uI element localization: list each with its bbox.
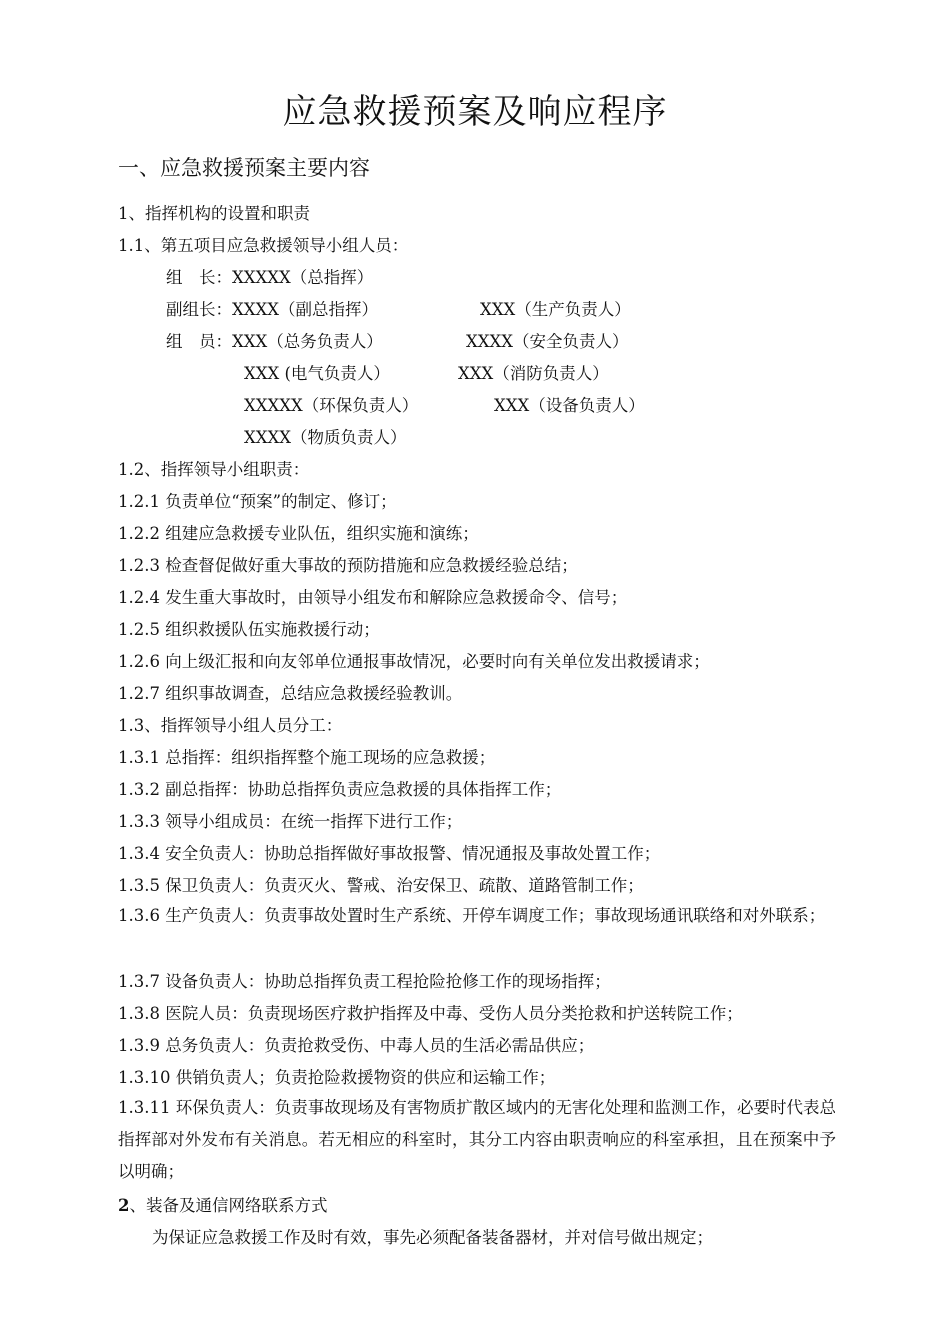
assignment-item: 1.3.2 副总指挥：协助总指挥负责应急救援的具体指挥工作； — [118, 780, 562, 799]
item-1-2-heading: 1.2、指挥领导小组职责： — [118, 460, 310, 479]
assignment-item-1-3-6: 1.3.6 生产负责人：负责事故处置时生产系统、开停车调度工作；事故现场通讯联络和对外联系； — [118, 906, 826, 925]
item-2-number: 2 — [118, 1196, 130, 1215]
duty-item: 1.2.3 检查督促做好重大事故的预防措施和应急救援经验总结； — [118, 556, 578, 575]
group-vice-production: XXX（生产负责人） — [480, 300, 631, 319]
assignment-item: 1.3.7 设备负责人：协助总指挥负责工程抢险抢修工作的现场指挥； — [118, 972, 611, 991]
group-member-electric: XXX (电气负责人） — [244, 364, 390, 383]
section-heading-1: 一、应急救援预案主要内容 — [118, 156, 370, 180]
paragraph-2: 为保证应急救援工作及时有效，事先必须配备装备器材，并对信号做出规定； — [152, 1228, 713, 1247]
duty-item: 1.2.2 组建应急救援专业队伍，组织实施和演练； — [118, 524, 479, 543]
item-2-heading — [118, 1196, 327, 1216]
page-title: 应急救援预案及响应程序 — [282, 92, 668, 132]
assignment-item: 1.3.8 医院人员：负责现场医疗救护指挥及中毒、受伤人员分类抢救和护送转院工作； — [118, 1004, 743, 1023]
group-member-safety: XXXX（安全负责人） — [466, 332, 629, 351]
group-member-equipment: XXX（设备负责人） — [494, 396, 645, 415]
duty-item: 1.2.1 负责单位“预案”的制定、修订； — [118, 492, 397, 511]
duty-item: 1.2.4 发生重大事故时，由领导小组发布和解除应急救援命令、信号； — [118, 588, 628, 607]
assignment-item: 1.3.1 总指挥：组织指挥整个施工现场的应急救援； — [118, 748, 496, 767]
assignment-item: 1.3.10 供销负责人；负责抢险救援物资的供应和运输工作； — [118, 1068, 556, 1087]
item-1-heading: 1、指挥机构的设置和职责 — [118, 204, 310, 223]
item-1-1-heading: 1.1、第五项目应急救援领导小组人员： — [118, 236, 409, 255]
assignment-item: 1.3.4 安全负责人：协助总指挥做好事故报警、情况通报及事故处置工作； — [118, 844, 661, 863]
group-member-env: XXXXX（环保负责人） — [244, 396, 419, 415]
assignment-item: 1.3.3 领导小组成员：在统一指挥下进行工作； — [118, 812, 463, 831]
group-member-fire: XXX（消防负责人） — [458, 364, 609, 383]
item-1-3-heading: 1.3、指挥领导小组人员分工： — [118, 716, 343, 735]
duty-item: 1.2.7 组织事故调查，总结应急救援经验教训。 — [118, 684, 463, 703]
duty-item: 1.2.6 向上级汇报和向友邻单位通报事故情况，必要时向有关单位发出救援请求； — [118, 652, 710, 671]
assignment-item: 1.3.5 保卫负责人：负责灭火、警戒、治安保卫、疏散、道路管制工作； — [118, 876, 644, 895]
group-member-general: 组 员：XXX（总务负责人） — [166, 332, 383, 351]
group-leader: 组 长：XXXXX（总指挥） — [166, 268, 374, 287]
group-member-material: XXXX（物质负责人） — [244, 428, 407, 447]
group-vice-leader: 副组长：XXXX（副总指挥） — [166, 300, 378, 319]
item-2-title: 、装备及通信网络联系方式 — [129, 1196, 328, 1215]
duty-item: 1.2.5 组织救援队伍实施救援行动； — [118, 620, 380, 639]
assignment-item: 1.3.9 总务负责人：负责抢救受伤、中毒人员的生活必需品供应； — [118, 1036, 595, 1055]
assignment-item-1-3-11: 1.3.11 环保负责人：负责事故现场及有害物质扩散区域内的无害化处理和监测工作，必要时代表总指挥部对外发布有关消息。若无相应的科室时，其分工内容由职责响应的科室承担，且在预案中予以明确； — [118, 1098, 836, 1181]
